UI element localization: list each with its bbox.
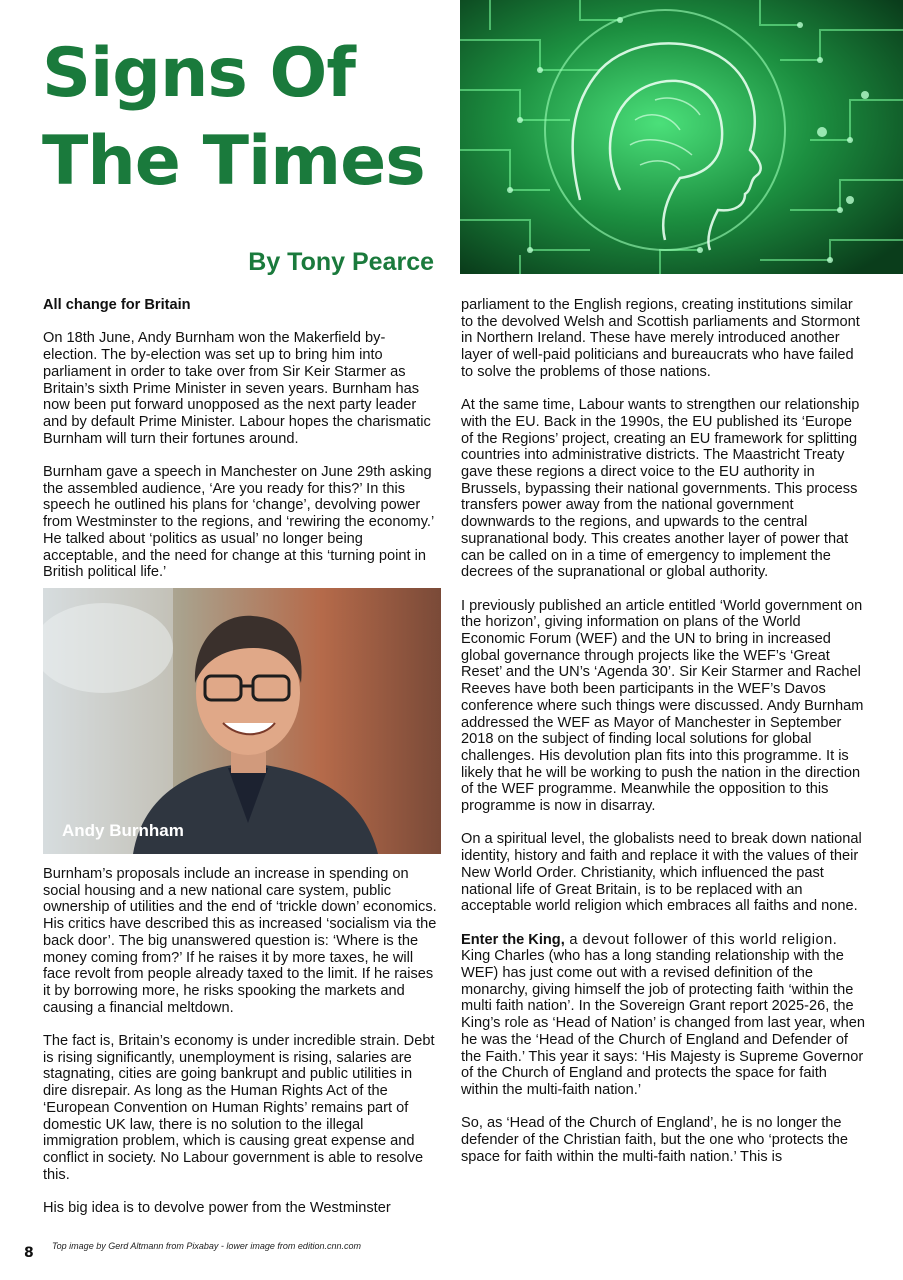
- image-credit: Top image by Gerd Altmann from Pixabay - lower image from edition.cnn.com: [52, 1241, 361, 1251]
- left-column: [43, 297, 438, 598]
- paragraph: I previously published an article entitled ‘World government on the horizon’, giving information on plans of the World Economic Forum (WEF) and the UN to bring in increased global governance through projects like the WEF’s ‘Great Reset’ and the UN’s ‘Agenda 30’. Sir Keir Starmer and Rachel Reeves have both been participants in the WEF’s Davos conference where such things were discussed. Andy Burnham addressed the WEF as Mayor of Manchester in September 2018 on the subject of finding local solutions for global challenges. His devolution plan fits into this programme. It is likely that he will be working to push the nation in the direction of the WEF programme. Meanwhile the opposition to this programme is now in disarray.: [461, 597, 864, 815]
- circuit-brain-illustration-icon: [460, 0, 903, 274]
- andy-burnham-photo: [43, 588, 441, 854]
- photo-caption: Andy Burnham: [62, 821, 184, 840]
- byline: By Tony Pearce: [248, 248, 434, 276]
- section-heading: All change for Britain: [43, 297, 191, 313]
- paragraph: parliament to the English regions, creating institutions similar to the devolved Welsh and Scottish parliaments and Stormont in Northern Ireland. These have merely introduced another layer of well-paid politicians and bureaucrats who have failed to solve the problems of those nations.: [461, 297, 860, 380]
- paragraph: Burnham gave a speech in Manchester on June 29th asking the assembled audience, ‘Are you ready for this?’ In this speech he outlined his plans for ‘change’, devolving power from Westminster to the regions, and ‘rewiring the economy.’ He talked about ‘politics as usual’ no longer being acceptable, and the need for change at this ‘turning point in British political life.’: [43, 464, 434, 581]
- spaced-text: a devout follower of this world religion.: [564, 931, 838, 948]
- paragraph: His big idea is to devolve power from the Westminster: [43, 1200, 391, 1217]
- paragraph: On a spiritual level, the globalists need to break down national identity, history and faith and replace it with the values of their New World Order. Christianity, which influenced the past national life of Great Britain, is to be replaced with an acceptable world religion which embraces all faiths and none.: [461, 831, 862, 915]
- paragraph: The fact is, Britain’s economy is under incredible strain. Debt is rising significantly, unemployment is rising, salaries are stagnating, cities are going bankrupt and public utilities in dire disrepair. As long as the Human Rights Act of the ‘European Convention on Human Rights’ remains part of domestic UK law, there is no solution to the illegal immigration problem, which is causing great expense and conflict in society. No Labour government is able to resolve this.: [43, 1033, 435, 1183]
- left-column-continued: [43, 866, 438, 1233]
- enter-the-king-lead: Enter the King,: [461, 931, 565, 948]
- paragraph: Burnham’s proposals include an increase in spending on social housing and a new national care system, public ownership of utilities and the end of ‘trickle down’ economics. His critics have described this as increased ‘socialism via the back door’. The big unanswered question is: ‘Where is the money coming from?’ If he raises it by more taxes, he will face revolt from people already taxed to the limit. If he raises it by borrowing more, he risks spooking the markets and causing a financial meltdown.: [43, 866, 437, 1016]
- paragraph: [461, 932, 866, 1099]
- circuit-brain-image: [460, 0, 903, 274]
- right-column: [461, 297, 866, 1182]
- paragraph-text: King Charles (who has a long standing relationship with the WEF) has just come out with a revised definition of the monarchy, giving himself the job of protecting faith ‘within the multi faith nation’. In the Sovereign Grant report 2025-26, the King’s role as ‘Head of Nation’ is changed from last year, when he was the ‘Head of the Church of England and Defender of the Faith.’ This year it says: ‘His Majesty is Supreme Governor of the Church of England and protects the space for faith within the multi-faith nation.’: [461, 948, 865, 1098]
- portrait-photo-icon: [43, 588, 441, 854]
- paragraph: So, as ‘Head of the Church of England’, he is no longer the defender of the Christian faith, but the one who ‘protects the space for faith within the multi-faith nation.’ This is: [461, 1115, 848, 1165]
- title-line-1: Signs Of: [42, 34, 355, 113]
- paragraph: On 18th June, Andy Burnham won the Makerfield by-election. The by-election was set up to bring him into parliament in order to take over from Sir Keir Starmer as Britain’s sixth Prime Minister in seven years. Burnham has now been put forward unopposed as the next party leader and by default Prime Minister. Labour hopes the charismatic Burnham will turn their fortunes around.: [43, 330, 431, 447]
- page-number: 8: [24, 1245, 34, 1261]
- article-title: [42, 30, 462, 206]
- paragraph: At the same time, Labour wants to strengthen our relationship with the EU. Back in the 1990s, the EU published its ‘Europe of the Regions’ project, creating an EU framework for splitting countries into administrative districts. The Maastricht Treaty gave these regions a direct voice to the EU authority in Brussels, bypassing their national governments. This process transfers power away from the national government downwards to the regions, and upwards to the central supranational body. This creates another layer of power that can be called on in a time of emergency to implement the decrees of the supranational or global authority.: [461, 397, 860, 581]
- title-line-2: The Times: [42, 122, 425, 201]
